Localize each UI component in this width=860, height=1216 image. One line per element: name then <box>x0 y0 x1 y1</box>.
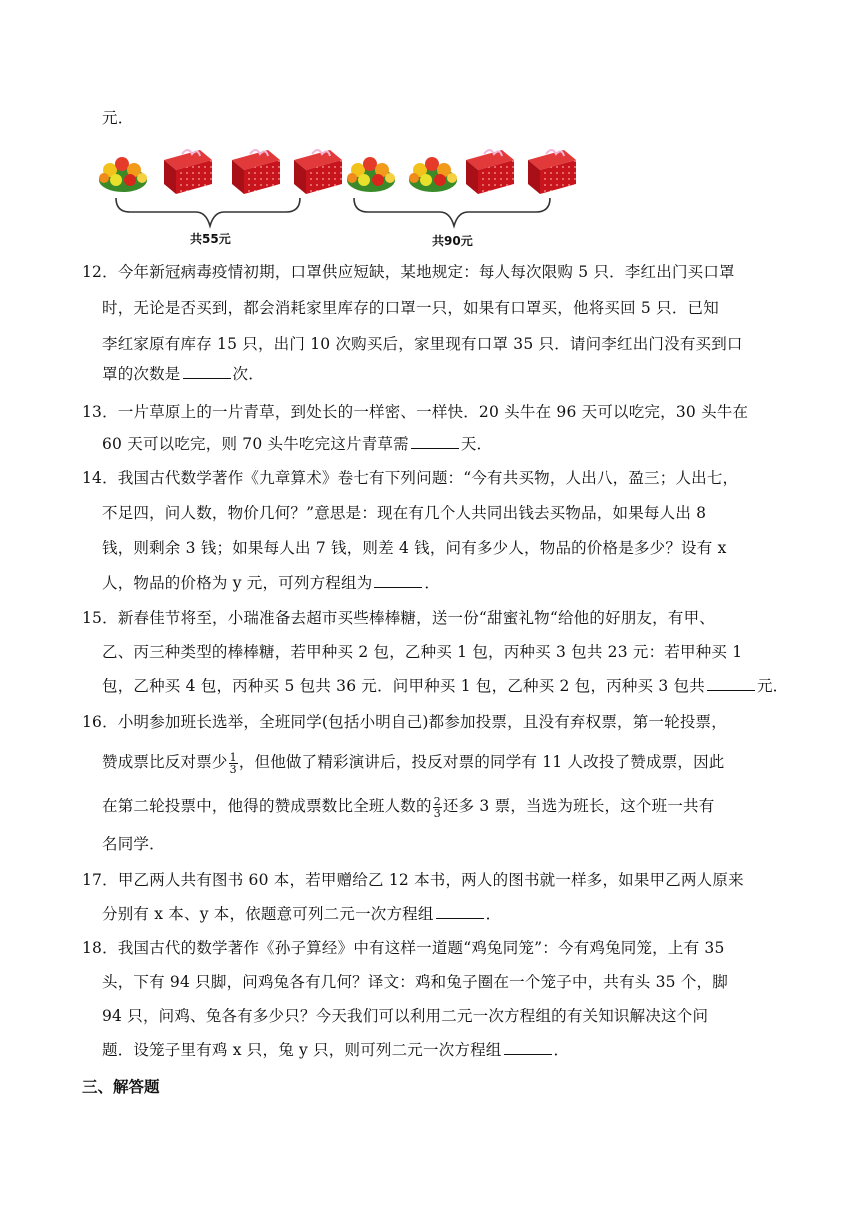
question-text: 天． <box>460 435 493 453</box>
question-number: 12． <box>82 263 118 281</box>
question-number: 15． <box>82 609 118 627</box>
gift-box-icon <box>294 150 342 194</box>
gift-box-icon <box>466 150 514 194</box>
question-text: 乙、丙三种类型的棒棒糖，若甲种买 2 包，乙种买 1 包，丙种买 3 包共 23 元：若甲种买 1 <box>102 643 743 661</box>
figure-label-left: 共55元 <box>190 232 231 246</box>
answer-blank[interactable] <box>436 904 484 919</box>
question-text: 新春佳节将至，小瑞准备去超市买些棒棒糖，送一份“甜蜜礼物“给他的好朋友，有甲、 <box>117 609 715 627</box>
answer-blank[interactable] <box>707 676 755 691</box>
question-text: 罩的次数是 <box>102 365 181 383</box>
question-text: 李红家原有库存 15 只，出门 10 次购买后，家里现有口罩 35 只．请问李红出门没有买到口 <box>102 335 743 353</box>
question-text: ． <box>553 1041 570 1059</box>
figure-canvas <box>0 0 860 260</box>
question-text: 分别有 x 本、y 本，依题意可列二元一次方程组 <box>102 905 434 923</box>
gift-box-icon <box>528 150 576 194</box>
brace-left <box>116 198 300 226</box>
question-number: 13． <box>82 403 118 421</box>
question-text: 小明参加班长选举，全班同学(包括小明自己)都参加投票，且没有弃权票，第一轮投票， <box>117 713 727 731</box>
flower-bouquet-icon <box>409 157 457 192</box>
question-text: 赞成票比反对票少 <box>102 753 228 771</box>
question-text: 我国古代的数学著作《孙子算经》中有这样一道题“鸡兔同笼”：今有鸡兔同笼，上有 35 <box>117 939 725 957</box>
question-number: 17． <box>82 871 118 889</box>
question-number: 14． <box>82 469 118 487</box>
question-text: 人，物品的价格为 y 元，可列方程组为 <box>102 574 373 592</box>
brace-right <box>354 198 550 226</box>
fraction: $\frac{2}{3}$ <box>433 794 441 820</box>
flower-bouquet-icon <box>99 157 147 192</box>
gift-box-icon <box>164 150 212 194</box>
flower-bouquet-icon <box>347 157 395 192</box>
question-text: 在第二轮投票中，他得的赞成票数比全班人数的 <box>102 797 432 815</box>
question-text: 钱，则剩余 3 钱；如果每人出 7 钱，则差 4 钱，问有多少人，物品的价格是多少？设有 x <box>102 539 727 557</box>
question-text: 甲乙两人共有图书 60 本，若甲赠给乙 12 本书，两人的图书就一样多，如果甲乙两人原来 <box>117 871 744 889</box>
question-text: 题．设笼子里有鸡 x 只，兔 y 只，则可列二元一次方程组 <box>102 1041 502 1059</box>
q11-tail: 元． <box>102 109 134 127</box>
answer-blank[interactable] <box>411 434 459 449</box>
question-text: 60 天可以吃完，则 70 头牛吃完这片青草需 <box>102 435 409 453</box>
fraction: $\frac{1}{3}$ <box>229 750 237 776</box>
question-text: 还多 3 票，当选为班长，这个班一共有 <box>442 797 715 815</box>
question-text: 不足四，问人数，物价几何？”意思是：现在有几个人共同出钱去买物品，如果每人出 8 <box>102 504 707 522</box>
question-text: 元． <box>756 677 789 695</box>
question-text: ． <box>424 574 441 592</box>
answer-blank[interactable] <box>504 1040 552 1055</box>
section-title: 三、解答题 <box>82 1078 160 1096</box>
question-text: 包，乙种买 4 包，丙种买 5 包共 36 元．问甲种买 1 包，乙种买 2 包，丙种买 3 包共 <box>102 677 705 695</box>
question-text: 我国古代数学著作《九章算术》卷七有下列问题：“今有共买物，人出八，盈三；人出七， <box>117 469 739 487</box>
question-text: 一片草原上的一片青草，到处长的一样密、一样快．20 头牛在 96 天可以吃完，30 头牛在 <box>117 403 749 421</box>
gift-box-icon <box>232 150 280 194</box>
answer-blank[interactable] <box>183 364 231 379</box>
question-text: 次． <box>232 365 264 383</box>
question-number: 18． <box>82 939 118 957</box>
question-text: 头，下有 94 只脚，问鸡兔各有几何？译文：鸡和兔子圈在一个笼子中，共有头 35 个，脚 <box>102 973 728 991</box>
question-text: ． <box>485 905 502 923</box>
question-text: 今年新冠病毒疫情初期，口罩供应短缺，某地规定：每人每次限购 5 只．李红出门买口罩 <box>117 263 735 281</box>
answer-blank[interactable] <box>374 573 422 588</box>
question-text: 名同学． <box>102 835 165 853</box>
question-text: 时，无论是否买到，都会消耗家里库存的口罩一只，如果有口罩买，他将买回 5 只．已知 <box>102 299 719 317</box>
figure-label-right: 共90元 <box>432 234 473 248</box>
question-text: ，但他做了精彩演讲后，投反对票的同学有 11 人改投了赞成票，因此 <box>238 753 725 771</box>
question-text: 94 只，问鸡、兔各有多少只？今天我们可以利用二元一次方程组的有关知识解决这个问 <box>102 1007 709 1025</box>
question-number: 16． <box>82 713 118 731</box>
